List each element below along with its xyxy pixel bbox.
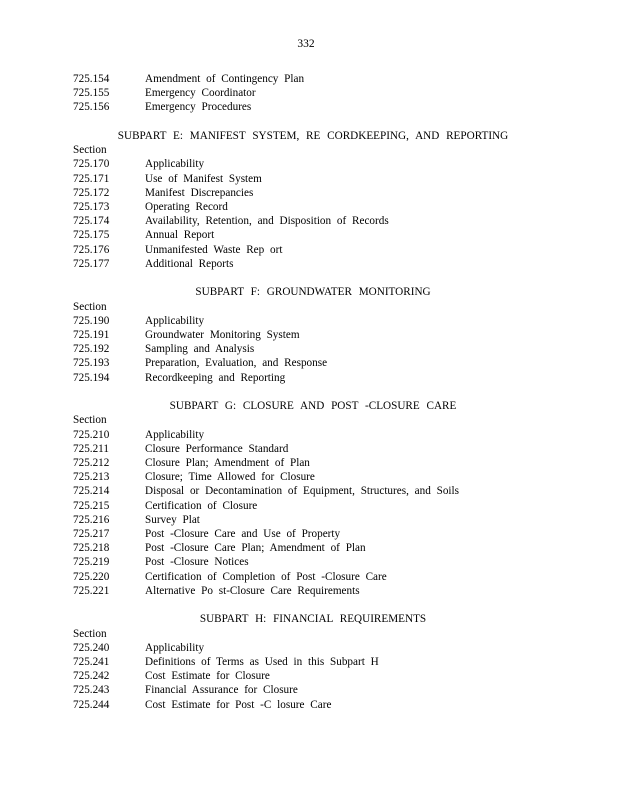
section-title: Unmanifested Waste Rep ort [145,243,283,256]
section-row [73,72,553,86]
section-title: Cost Estimate for Closure [145,670,270,683]
section-number: 725.216 [73,513,110,526]
section-number: 725.191 [73,329,110,341]
section-number: 725.173 [73,201,110,213]
section-number: 725.219 [73,556,110,569]
section-number: 725.242 [73,670,110,683]
section-row [73,314,553,328]
section-title: Emergency Procedures [145,101,252,114]
section-title: Operating Record [145,201,228,213]
section-number: 725.192 [73,343,110,356]
section-title: Amendment of Contingency Plan [145,73,305,85]
section-number: 725.243 [73,684,110,697]
section-title: Closure; Time Allowed for Closure [145,471,315,484]
section-row [73,641,553,655]
section-title: Financial Assurance for Closure [145,684,298,697]
section-column-label: Section [73,144,107,157]
subpart-block [73,399,553,598]
section-row [73,356,553,370]
section-row [73,527,553,541]
section-row [73,157,553,171]
section-number: 725.212 [73,457,110,469]
subpart-heading: SUBPART G: CLOSURE AND POST -CLOSURE CARE [169,400,457,413]
section-row [73,86,553,100]
section-number: 725.176 [73,243,110,256]
section-title: Closure Plan; Amendment of Plan [145,457,310,469]
section-row [73,683,553,697]
section-row [73,371,553,385]
section-number: 725.156 [73,101,110,114]
section-title: Annual Report [145,229,215,242]
section-number: 725.171 [73,172,110,185]
section-row [73,655,553,669]
section-column-label: Section [73,414,107,427]
section-number: 725.213 [73,471,110,484]
section-row [73,214,553,228]
subpart-block [73,612,553,711]
section-title: Emergency Coordinator [145,87,256,100]
section-title: Manifest Discrepancies [145,186,254,199]
section-title: Additional Reports [145,257,234,270]
section-title: Post -Closure Care Plan; Amendment of Plan [145,542,366,555]
subpart-block [73,285,553,384]
section-title: Certification of Closure [145,499,258,512]
section-title: Definitions of Terms as Used in this Subpart H [145,655,379,668]
section-title: Closure Performance Standard [145,442,289,455]
section-number: 725.241 [73,655,110,668]
section-title: Preparation, Evaluation, and Response [145,357,328,370]
section-title: Recordkeeping and Reporting [145,371,286,384]
section-number: 725.194 [73,371,110,384]
section-number: 725.170 [73,158,110,171]
section-row [73,484,553,498]
section-row [73,499,553,513]
section-row [73,513,553,527]
section-row [73,328,553,342]
section-number: 725.174 [73,215,110,228]
section-row [73,555,553,569]
section-number: 725.190 [73,314,110,327]
section-column-label: Section [73,627,107,640]
section-title: Alternative Po st-Closure Care Requirements [145,584,360,597]
section-row [73,442,553,456]
section-title: Availability, Retention, and Disposition of Records [145,215,389,228]
section-row [73,456,553,470]
section-number: 725.218 [73,542,110,555]
section-row [73,584,553,598]
section-row [73,570,553,584]
subpart-heading: SUBPART F: GROUNDWATER MONITORING [195,286,431,299]
subparts-container [73,129,553,712]
section-row [73,342,553,356]
subpart-block [73,129,553,271]
section-number: 725.177 [73,257,110,270]
section-number: 725.193 [73,357,110,370]
section-number: 725.220 [73,570,110,583]
section-title: Certification of Completion of Post -Closure Care [145,570,387,583]
table-of-contents [73,72,553,712]
section-row [73,428,553,442]
section-number: 725.215 [73,499,110,512]
section-number: 725.244 [73,698,110,711]
section-number: 725.172 [73,186,110,199]
section-row [73,172,553,186]
section-number: 725.154 [73,73,110,85]
section-row [73,669,553,683]
section-title: Applicability [145,158,205,171]
section-number: 725.210 [73,428,110,441]
section-title: Use of Manifest System [145,172,262,185]
section-row [73,100,553,114]
subpart-heading: SUBPART H: FINANCIAL REQUIREMENTS [199,613,427,626]
section-title: Disposal or Decontamination of Equipment, Structures, and Soils [145,485,460,498]
section-title: Survey Plat [145,513,200,526]
section-row [73,698,553,712]
section-row [73,243,553,257]
subpart-heading: SUBPART E: MANIFEST SYSTEM, RE CORDKEEPING, AND REPORTING [117,130,509,143]
section-title: Groundwater Monitoring System [145,329,300,341]
section-row [73,186,553,200]
intro-section-list [73,72,553,115]
section-number: 725.240 [73,641,110,654]
section-row [73,228,553,242]
section-row [73,541,553,555]
section-row [73,200,553,214]
section-title: Applicability [145,641,205,654]
section-number: 725.175 [73,229,110,242]
section-title: Post -Closure Notices [145,556,249,569]
section-number: 725.211 [73,442,109,455]
section-title: Post -Closure Care and Use of Property [145,527,341,540]
section-number: 725.155 [73,87,110,100]
section-title: Applicability [145,428,205,441]
section-number: 725.217 [73,527,110,540]
section-title: Sampling and Analysis [145,343,255,356]
page-number: 332 [297,38,315,50]
section-title: Applicability [145,314,205,327]
section-column-label: Section [73,300,107,313]
section-row [73,257,553,271]
section-number: 725.214 [73,485,110,498]
section-title: Cost Estimate for Post -C losure Care [145,698,332,711]
section-number: 725.221 [73,584,110,597]
section-row [73,470,553,484]
